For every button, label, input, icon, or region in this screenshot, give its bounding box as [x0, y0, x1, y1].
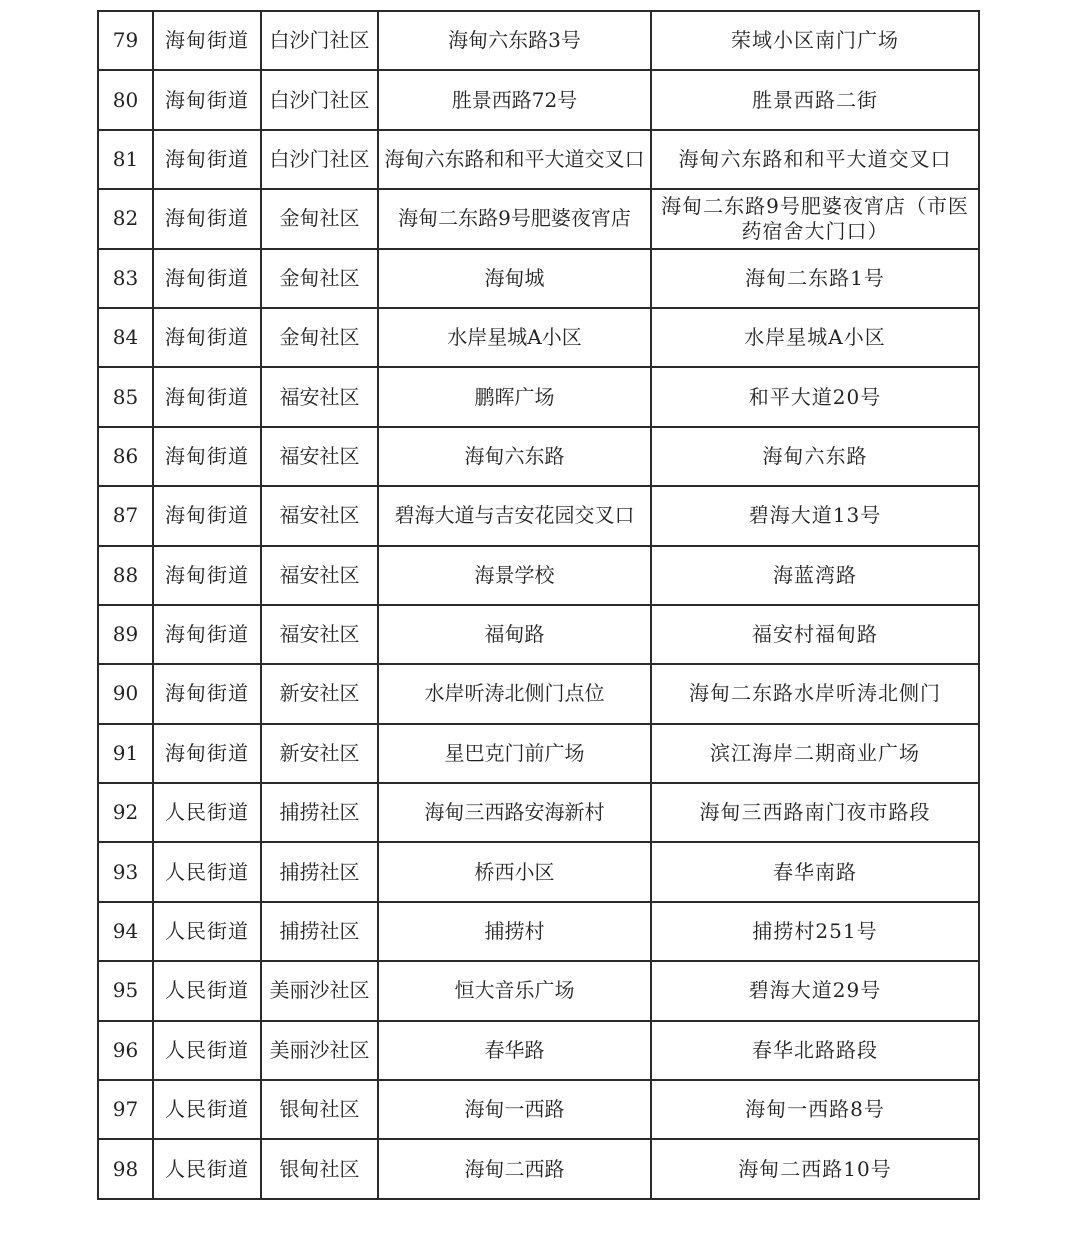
- street-cell: 海甸街道: [153, 546, 261, 605]
- community-cell: 白沙门社区: [261, 130, 378, 189]
- address-cell: 海甸二东路1号: [651, 249, 979, 308]
- serial-number-cell: 81: [98, 130, 153, 189]
- location-cell: 春华路: [378, 1021, 651, 1080]
- table-row: [98, 724, 979, 783]
- serial-number-cell: 93: [98, 842, 153, 901]
- community-cell: 福安社区: [261, 486, 378, 545]
- location-cell: 碧海大道与吉安花园交叉口: [378, 486, 651, 545]
- table-body: [98, 11, 979, 1199]
- location-cell: 恒大音乐广场: [378, 961, 651, 1020]
- address-cell: 碧海大道29号: [651, 961, 979, 1020]
- street-cell: 海甸街道: [153, 249, 261, 308]
- community-cell: 白沙门社区: [261, 70, 378, 129]
- serial-number-cell: 98: [98, 1139, 153, 1198]
- table-row: [98, 130, 979, 189]
- location-cell: 水岸星城A小区: [378, 308, 651, 367]
- address-cell: 海蓝湾路: [651, 546, 979, 605]
- serial-number-cell: 85: [98, 367, 153, 426]
- location-cell: 海甸三西路安海新村: [378, 783, 651, 842]
- table-row: [98, 308, 979, 367]
- table-row: [98, 546, 979, 605]
- street-cell: 海甸街道: [153, 724, 261, 783]
- address-cell: 福安村福甸路: [651, 605, 979, 664]
- community-cell: 美丽沙社区: [261, 1021, 378, 1080]
- community-cell: 金甸社区: [261, 189, 378, 248]
- serial-number-cell: 89: [98, 605, 153, 664]
- serial-number-cell: 79: [98, 11, 153, 70]
- table-row: [98, 961, 979, 1020]
- street-cell: 海甸街道: [153, 427, 261, 486]
- community-cell: 福安社区: [261, 367, 378, 426]
- address-cell: 荣域小区南门广场: [651, 11, 979, 70]
- location-cell: 胜景西路72号: [378, 70, 651, 129]
- address-cell: 春华南路: [651, 842, 979, 901]
- address-cell: 海甸一西路8号: [651, 1080, 979, 1139]
- street-cell: 人民街道: [153, 902, 261, 961]
- community-cell: 新安社区: [261, 664, 378, 723]
- street-cell: 人民街道: [153, 1021, 261, 1080]
- serial-number-cell: 86: [98, 427, 153, 486]
- street-cell: 海甸街道: [153, 605, 261, 664]
- address-cell: 水岸星城A小区: [651, 308, 979, 367]
- location-cell: 海甸一西路: [378, 1080, 651, 1139]
- address-cell: 海甸六东路和和平大道交叉口: [651, 130, 979, 189]
- table-row: [98, 1139, 979, 1198]
- serial-number-cell: 95: [98, 961, 153, 1020]
- serial-number-cell: 91: [98, 724, 153, 783]
- street-cell: 海甸街道: [153, 189, 261, 248]
- serial-number-cell: 82: [98, 189, 153, 248]
- street-cell: 人民街道: [153, 1080, 261, 1139]
- table-row: [98, 1021, 979, 1080]
- table-row: [98, 902, 979, 961]
- street-cell: 人民街道: [153, 842, 261, 901]
- address-cell: 和平大道20号: [651, 367, 979, 426]
- address-cell: 胜景西路二街: [651, 70, 979, 129]
- serial-number-cell: 88: [98, 546, 153, 605]
- location-cell: 福甸路: [378, 605, 651, 664]
- address-cell: 滨江海岸二期商业广场: [651, 724, 979, 783]
- community-cell: 新安社区: [261, 724, 378, 783]
- address-cell: 海甸二东路9号肥婆夜宵店（市医药宿舍大门口）: [651, 189, 979, 248]
- table-row: [98, 249, 979, 308]
- serial-number-cell: 84: [98, 308, 153, 367]
- address-cell: 海甸六东路: [651, 427, 979, 486]
- community-cell: 福安社区: [261, 427, 378, 486]
- table-row: [98, 11, 979, 70]
- community-cell: 捕捞社区: [261, 783, 378, 842]
- serial-number-cell: 90: [98, 664, 153, 723]
- street-cell: 海甸街道: [153, 130, 261, 189]
- community-cell: 捕捞社区: [261, 842, 378, 901]
- community-cell: 美丽沙社区: [261, 961, 378, 1020]
- serial-number-cell: 94: [98, 902, 153, 961]
- serial-number-cell: 96: [98, 1021, 153, 1080]
- location-cell: 捕捞村: [378, 902, 651, 961]
- table-row: [98, 486, 979, 545]
- location-cell: 鹏晖广场: [378, 367, 651, 426]
- table-row: [98, 367, 979, 426]
- address-cell: 海甸三西路南门夜市路段: [651, 783, 979, 842]
- address-cell: 碧海大道13号: [651, 486, 979, 545]
- location-cell: 海甸六东路: [378, 427, 651, 486]
- serial-number-cell: 87: [98, 486, 153, 545]
- location-cell: 海甸六东路3号: [378, 11, 651, 70]
- street-cell: 人民街道: [153, 961, 261, 1020]
- serial-number-cell: 80: [98, 70, 153, 129]
- community-cell: 白沙门社区: [261, 11, 378, 70]
- table-row: [98, 427, 979, 486]
- street-cell: 海甸街道: [153, 367, 261, 426]
- location-cell: 海甸二西路: [378, 1139, 651, 1198]
- table-row: [98, 664, 979, 723]
- address-cell: 海甸二东路水岸听涛北侧门: [651, 664, 979, 723]
- street-cell: 海甸街道: [153, 664, 261, 723]
- address-cell: 春华北路路段: [651, 1021, 979, 1080]
- table-row: [98, 70, 979, 129]
- location-cell: 桥西小区: [378, 842, 651, 901]
- location-cell: 星巴克门前广场: [378, 724, 651, 783]
- community-cell: 金甸社区: [261, 249, 378, 308]
- community-cell: 捕捞社区: [261, 902, 378, 961]
- serial-number-cell: 97: [98, 1080, 153, 1139]
- table-row: [98, 1080, 979, 1139]
- table-row: [98, 189, 979, 248]
- location-cell: 海景学校: [378, 546, 651, 605]
- street-cell: 海甸街道: [153, 486, 261, 545]
- location-table: [97, 10, 980, 1200]
- table-row: [98, 842, 979, 901]
- location-cell: 海甸城: [378, 249, 651, 308]
- location-cell: 水岸听涛北侧门点位: [378, 664, 651, 723]
- community-cell: 福安社区: [261, 605, 378, 664]
- serial-number-cell: 92: [98, 783, 153, 842]
- community-cell: 银甸社区: [261, 1139, 378, 1198]
- table-row: [98, 783, 979, 842]
- community-cell: 银甸社区: [261, 1080, 378, 1139]
- location-cell: 海甸六东路和和平大道交叉口: [378, 130, 651, 189]
- table-row: [98, 605, 979, 664]
- community-cell: 福安社区: [261, 546, 378, 605]
- community-cell: 金甸社区: [261, 308, 378, 367]
- serial-number-cell: 83: [98, 249, 153, 308]
- street-cell: 海甸街道: [153, 70, 261, 129]
- street-cell: 海甸街道: [153, 11, 261, 70]
- address-cell: 海甸二西路10号: [651, 1139, 979, 1198]
- street-cell: 人民街道: [153, 1139, 261, 1198]
- location-cell: 海甸二东路9号肥婆夜宵店: [378, 189, 651, 248]
- address-cell: 捕捞村251号: [651, 902, 979, 961]
- street-cell: 人民街道: [153, 783, 261, 842]
- street-cell: 海甸街道: [153, 308, 261, 367]
